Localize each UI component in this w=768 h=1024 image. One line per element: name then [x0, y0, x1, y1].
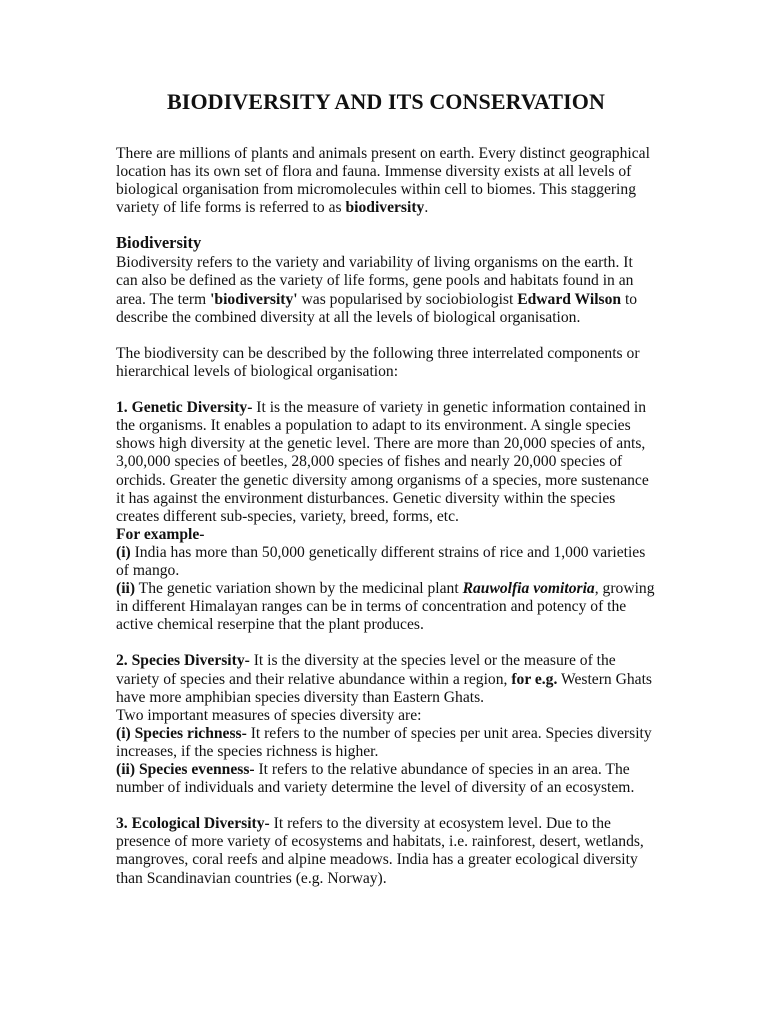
intro-paragraph	[116, 145, 656, 217]
example-2-species: Rauwolfia vomitoria	[462, 580, 595, 598]
biodiversity-person: Edward Wilson	[517, 290, 622, 308]
species-evenness-text: It refers to the relative abundance of species in an area. The number of individuals and variety determine the level of diversity of an ecosystem.	[116, 761, 635, 797]
ecological-diversity-paragraph	[116, 815, 656, 887]
species-evenness-label: (ii) Species evenness-	[116, 761, 255, 778]
genetic-diversity-paragraph	[116, 399, 656, 526]
genetic-label: 1. Genetic Diversity-	[116, 399, 253, 417]
species-text-2: Western Ghats have more amphibian species diversity than Eastern Ghats.	[116, 670, 652, 706]
example-1-label: (i)	[116, 543, 131, 561]
species-richness-text: It refers to the number of species per unit area. Species diversity increases, if the species richness is higher.	[116, 724, 652, 760]
example-2-label: (ii)	[116, 580, 136, 598]
spacer	[116, 634, 656, 652]
spacer	[116, 797, 656, 815]
intro-end: .	[424, 199, 429, 217]
example-2	[116, 580, 656, 634]
example-1	[116, 544, 656, 580]
biodiversity-heading: Biodiversity	[116, 233, 202, 253]
species-richness-label: (i) Species richness-	[116, 724, 247, 742]
example-heading	[116, 526, 656, 544]
document-page	[116, 88, 656, 888]
biodiversity-paragraph	[116, 254, 656, 326]
ecological-label: 3. Ecological Diversity-	[116, 815, 270, 833]
page-title: BIODIVERSITY AND ITS CONSERVATION	[167, 89, 605, 114]
biodiversity-text-2: was popularised by sociobiologist	[297, 290, 518, 308]
example-label: For example-	[116, 525, 205, 543]
biodiversity-text-3: to describe the combined diversity at all the levels of biological organisation.	[116, 290, 638, 326]
genetic-text: It is the measure of variety in genetic information contained in the organisms. It enables a population to adapt to its environment. A single species shows high diversity at the genetic level. There are more than 20,000 species of ants, 3,00,000 species of beetles, 28,000 species of fishes and nearly 20,000 species of orchids. Greater the genetic diversity among organisms of a species, more sustenance it has against the environment disturbances. Genetic diversity within the species creates different sub-species, variety, breed, forms, etc.	[116, 399, 649, 525]
example-2-text-2: , growing in different Himalayan ranges can be in terms of concentration and potency of the active chemical reserpine that the plant produces.	[116, 580, 655, 634]
species-measures-intro: Two important measures of species diversity are:	[116, 706, 422, 724]
species-eg: for e.g.	[511, 670, 558, 688]
species-richness	[116, 725, 656, 761]
species-evenness	[116, 761, 656, 797]
species-text-1: It is the diversity at the species level or the measure of the variety of species and their relative abundance within a region,	[116, 652, 616, 688]
spacer	[116, 381, 656, 399]
spacer	[116, 327, 656, 345]
intro-term: biodiversity	[345, 199, 425, 217]
biodiversity-text-1: Biodiversity refers to the variety and variability of living organisms on the earth. It can also be defined as the variety of life forms, gene pools and habitats found in an area. The term	[116, 254, 634, 308]
example-1-text: India has more than 50,000 genetically different strains of rice and 1,000 varieties of mango.	[116, 543, 646, 579]
ecological-text: It refers to the diversity at ecosystem level. Due to the presence of more variety of ecosystems and habitats, i.e. rainforest, desert, wetlands, mangroves, coral reefs and alpine meadows. India has a greater ecological diversity than Scandinavian countries (e.g. Norway).	[116, 815, 644, 887]
intro-text: There are millions of plants and animals present on earth. Every distinct geographical location has its own set of flora and fauna. Immense diversity exists at all levels of biological organisation from micromolecules within cell to biomes. This staggering variety of life forms is referred to as	[116, 145, 650, 217]
species-label: 2. Species Diversity-	[116, 652, 250, 670]
example-2-text-1: The genetic variation shown by the medicinal plant	[135, 580, 463, 598]
components-intro: The biodiversity can be described by the following three interrelated components or hierarchical levels of biological organisation:	[116, 344, 640, 380]
species-diversity-paragraph	[116, 652, 656, 706]
biodiversity-term: 'biodiversity'	[210, 290, 298, 308]
